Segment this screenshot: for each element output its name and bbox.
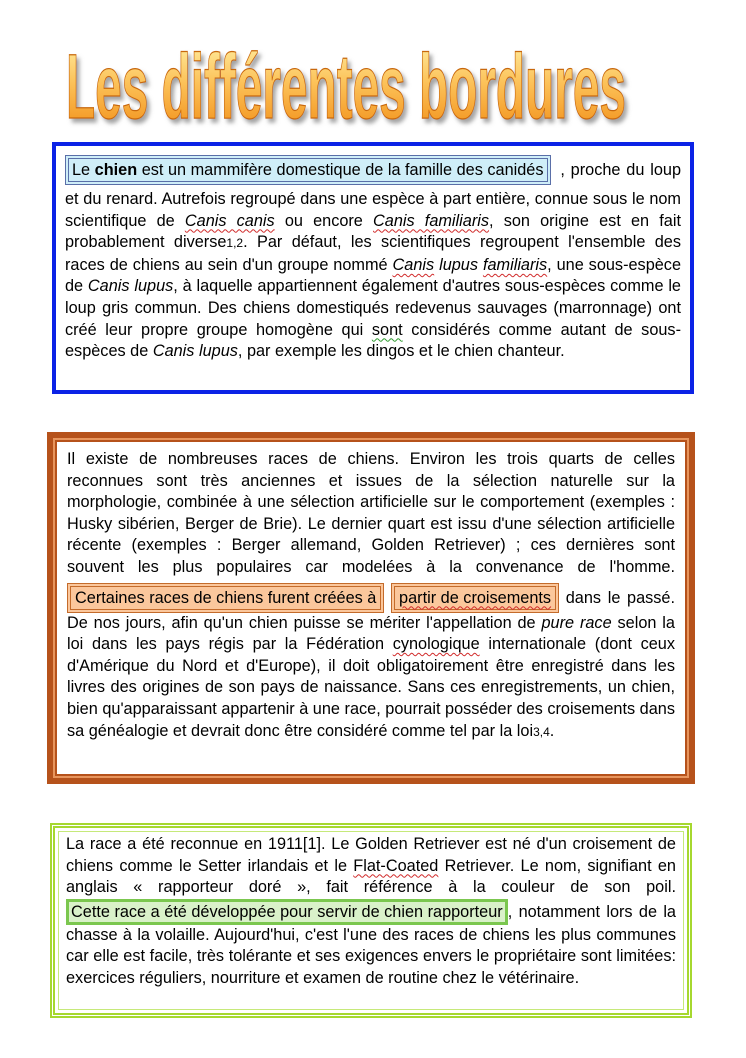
italic-term: Canis lupus [87, 277, 174, 296]
highlighted-phrase-orange-2 [391, 583, 559, 613]
text-run: Le [72, 161, 95, 179]
text-run: , par exemple les dingos et le chien chanteur. [237, 342, 565, 361]
italic-term: Canis canis [184, 211, 275, 230]
text-run: , notamment lors de la chasse à la volaille. Aujourd'hui, c'est l'une des races de chiens les plus communes car elle est facile, très tolérante et ses exigences envers le propriétaire sont limitées: exercices réguliers, nourriture et examen de routine chez le vétérinaire. [66, 902, 676, 987]
bold-word-chien: chien [94, 161, 138, 179]
wordart-title [60, 14, 680, 134]
text-run: . [549, 721, 555, 740]
spellcheck-flagged-word: cynologique [392, 635, 480, 654]
highlighted-phrase-orange-1: Certaines races de chiens furent créées à [67, 583, 384, 613]
text-run: La race a été reconnue en 1911[1]. Le Golden Retriever est né d'un croisement de chiens comme le Setter irlandais et le [66, 835, 676, 875]
text-run: , une sous-espèce de [65, 255, 681, 296]
grammar-flagged-word: sont [371, 320, 403, 339]
text-run: partir de croisements [399, 588, 552, 607]
italic-term: lupus [439, 255, 479, 274]
page-title: Les différentes bordures [66, 36, 626, 134]
text-run: . Par défaut, les scientifiques regroupent l'ensemble des races de chiens au sein d'un groupe nommé [65, 233, 682, 274]
italic-term: Canis [392, 255, 435, 274]
italic-term: familiaris [482, 255, 548, 274]
highlighted-phrase-blue [65, 155, 551, 185]
text-run: Retriever. Le nom, signifiant en anglais « rapporteur doré », fait référence à la couleur de son poil. [66, 856, 676, 897]
brown-bordered-paragraph-box [47, 432, 695, 784]
blue-bordered-paragraph-box [52, 142, 694, 394]
italic-term: Canis lupus [152, 342, 238, 361]
reference-marker: 1,2 [226, 236, 244, 251]
text-run: , proche du loup et du renard. Autrefois regroupé dans une espèce à part entière, connue sous le nom scientifique de [65, 161, 681, 230]
paragraph-chien-definition [65, 155, 681, 363]
green-bordered-paragraph-box [50, 823, 692, 1018]
wordart-title-graphic [60, 14, 680, 134]
text-run: ou encore [274, 211, 374, 230]
italic-term: pure race [541, 613, 612, 632]
reference-marker: 3,4 [533, 724, 550, 739]
italic-term: Canis familiaris [373, 211, 490, 230]
text-run: , son origine est en fait probablement diverse [65, 211, 681, 252]
text-run: selon la loi dans les pays régis par la Fédération [67, 613, 675, 654]
text-run: dans le passé. De nos jours, afin qu'un chien puisse se mériter l'appellation de [67, 588, 675, 632]
paragraph-races-de-chiens [67, 449, 675, 743]
text-run: , à laquelle appartiennent également d'autres sous-espèces comme le loup gris commun. Des chiens domestiqués redevenus sauvages (marronnage) ont créé leur propre groupe homogène qui [65, 277, 681, 339]
text-run: internationale (dont ceux d'Amérique du Nord et d'Europe), il doit obligatoirement être enregistré dans les livres des origines de son pays de naissance. Sans ces enregistrements, un chien, bien qu'apparaissant appartenir à une race, pourrait posséder des croisements dans sa généalogie et devrait donc être considéré comme tel par la loi [67, 635, 675, 740]
spellcheck-flagged-word: Flat-Coated [353, 856, 439, 875]
paragraph-golden-retriever [66, 834, 676, 990]
text-run: est un mammifère domestique de la famille des canidés [137, 161, 544, 179]
text-run: considérés comme autant de sous-espèces de [65, 320, 681, 361]
text-run: Il existe de nombreuses races de chiens. Environ les trois quarts de celles reconnues sont très anciennes et issues de la sélection naturelle sur la morphologie, combinée à une sélection artificielle sur le comportement (exemples : Husky sibérien, Berger de Brie). Le dernier quart est issu d'une sélection artificielle récente (exemples : Berger allemand, Golden Retriever) ; ces dernières sont souvent les plus populaires car modelées à la convenance de l'homme. [67, 450, 675, 576]
highlighted-phrase-green: Cette race a été développée pour servir de chien rapporteur [66, 899, 508, 925]
